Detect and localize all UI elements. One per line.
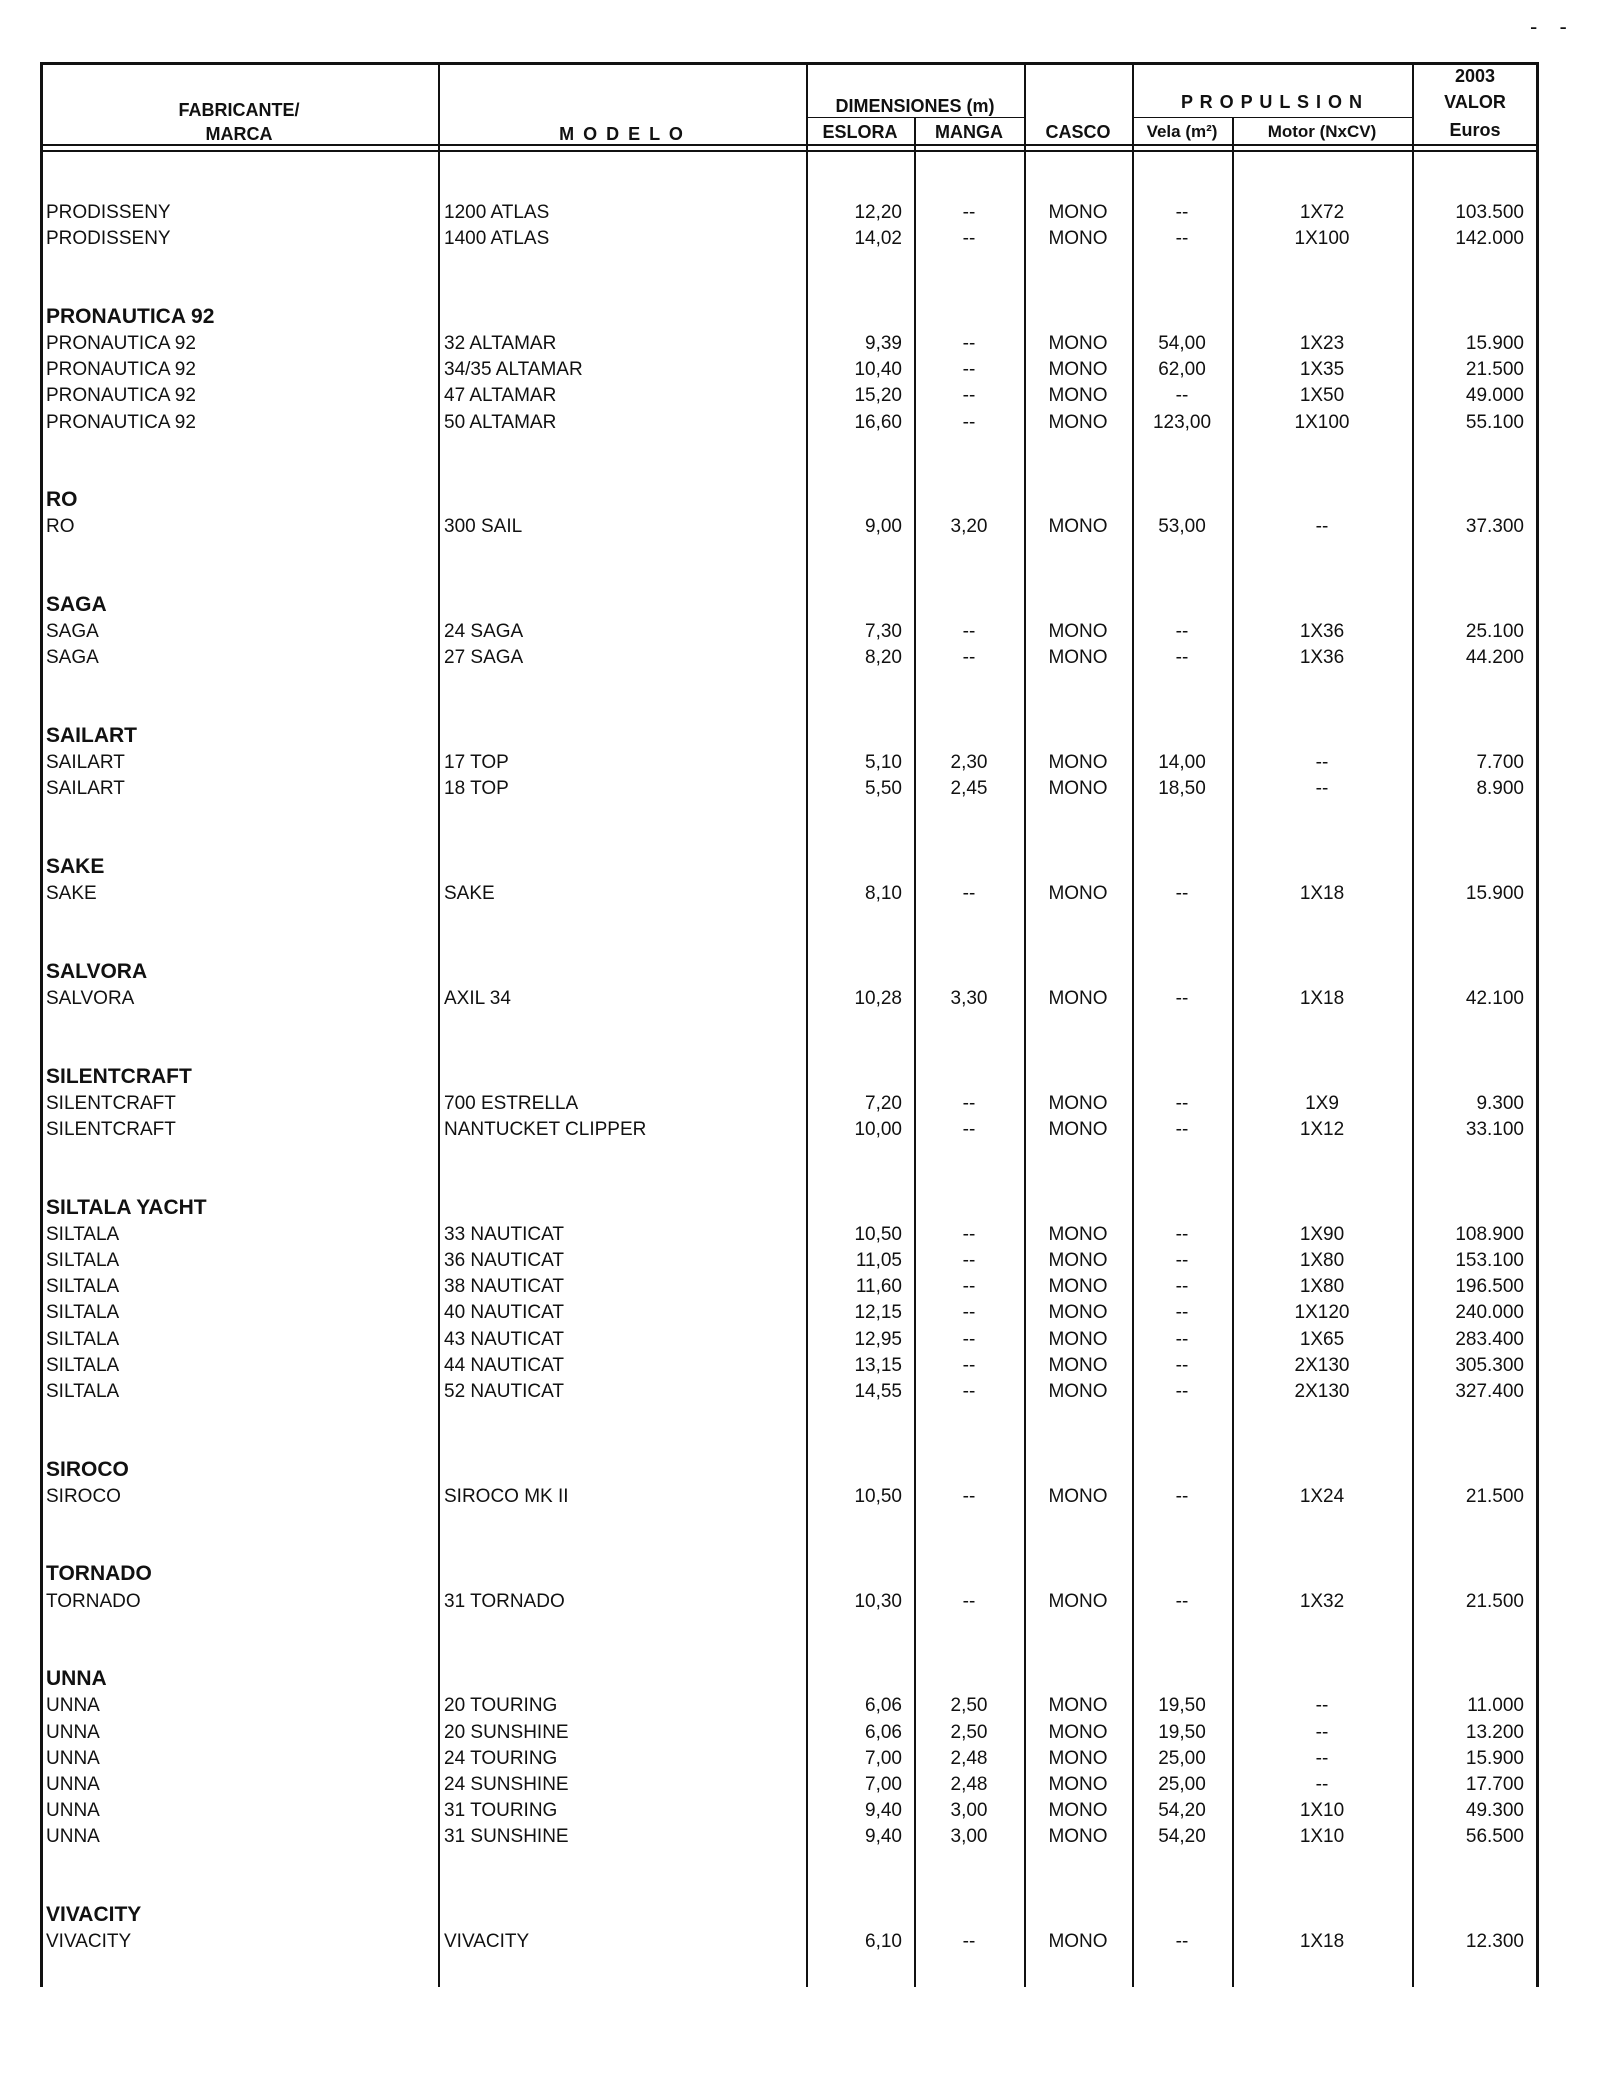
cell-motor: -- [1315, 1774, 1329, 1795]
header-fabricante: FABRICANTE/ [178, 100, 300, 120]
cell-casco: MONO [1048, 411, 1108, 433]
cell-eslora: 14,02 [854, 228, 902, 250]
cell-vela: 18,50 [1158, 778, 1206, 800]
cell-motor: 1X36 [1299, 621, 1345, 643]
cell-model: 33 NAUTICAT [444, 1223, 565, 1245]
cell-vela: 123,00 [1152, 411, 1212, 433]
cell-manga: 2,50 [950, 1721, 988, 1743]
cell-brand: SAGA [46, 647, 99, 669]
cell-manga: -- [962, 411, 976, 433]
cell-valor: 33.100 [1465, 1119, 1524, 1140]
cell-brand: SILTALA [46, 1250, 120, 1271]
cell-eslora: 14,55 [854, 1381, 902, 1402]
cell-valor: 108.900 [1455, 1223, 1524, 1245]
cell-brand: SAILART [46, 752, 125, 774]
cell-vela: -- [1175, 988, 1189, 1009]
cell-model: 50 ALTAMAR [444, 411, 557, 433]
cell-brand: SILENTCRAFT [46, 1119, 176, 1140]
cell-eslora: 8,10 [865, 883, 902, 905]
cell-eslora: 7,00 [865, 1747, 902, 1769]
header-year: 2003 [1454, 66, 1496, 86]
cell-casco: MONO [1048, 385, 1108, 407]
cell-valor: 17.700 [1465, 1774, 1524, 1795]
cell-vela: -- [1175, 1485, 1189, 1507]
cell-manga: -- [962, 647, 976, 669]
cell-casco: MONO [1048, 1590, 1108, 1612]
cell-manga: 2,50 [950, 1695, 988, 1717]
cell-eslora: 11,60 [855, 1276, 902, 1298]
cell-casco: MONO [1048, 1223, 1108, 1245]
cell-brand: PRONAUTICA 92 [46, 411, 196, 433]
cell-eslora: 12,15 [854, 1302, 902, 1324]
cell-brand: SILTALA [46, 1381, 120, 1402]
cell-motor: 1X24 [1299, 1485, 1345, 1507]
cell-brand: SAILART [46, 778, 125, 800]
cell-vela: -- [1175, 1354, 1189, 1376]
cell-casco: MONO [1048, 1354, 1108, 1376]
cell-model: NANTUCKET CLIPPER [444, 1119, 647, 1140]
cell-casco: MONO [1048, 516, 1108, 538]
cell-casco: MONO [1048, 1328, 1108, 1350]
brand-title: VIVACITY [46, 1903, 142, 1926]
cell-manga: -- [962, 1381, 976, 1402]
cell-model: 1200 ATLAS [444, 202, 550, 223]
cell-eslora: 6,06 [865, 1695, 902, 1717]
cell-model: 31 SUNSHINE [444, 1826, 569, 1848]
cell-brand: UNNA [46, 1721, 100, 1743]
cell-manga: -- [962, 883, 976, 905]
cell-eslora: 7,30 [865, 621, 902, 643]
cell-valor: 49.000 [1465, 385, 1524, 407]
cell-vela: 25,00 [1158, 1774, 1206, 1795]
cell-model: 300 SAIL [444, 516, 523, 538]
brand-title: SIROCO [46, 1457, 129, 1481]
cell-model: AXIL 34 [444, 988, 511, 1009]
cell-brand: SIROCO [46, 1485, 121, 1507]
brand-title: SAKE [46, 855, 105, 878]
cell-model: 38 NAUTICAT [444, 1276, 565, 1298]
cell-manga: -- [962, 1485, 976, 1507]
cell-model: 24 SAGA [444, 621, 524, 643]
cell-manga: 2,48 [950, 1774, 988, 1795]
cell-vela: -- [1175, 202, 1189, 223]
cell-manga: -- [962, 385, 976, 407]
cell-brand: SILTALA [46, 1328, 120, 1350]
cell-valor: 56.500 [1465, 1826, 1524, 1848]
cell-motor: 2X130 [1294, 1354, 1350, 1376]
cell-brand: SILTALA [46, 1354, 120, 1376]
cell-brand: PRONAUTICA 92 [46, 385, 196, 407]
cell-manga: -- [962, 1328, 976, 1350]
cell-casco: MONO [1048, 988, 1108, 1009]
cell-motor: 1X36 [1299, 647, 1345, 669]
header-marca: MARCA [205, 124, 273, 144]
cell-brand: UNNA [46, 1774, 100, 1795]
price-table [40, 62, 1538, 1987]
cell-casco: MONO [1048, 1250, 1108, 1271]
cell-vela: -- [1175, 1328, 1189, 1350]
cell-brand: UNNA [46, 1826, 100, 1848]
cell-brand: RO [46, 516, 75, 538]
cell-manga: -- [962, 1092, 976, 1114]
cell-casco: MONO [1048, 1092, 1108, 1114]
header-propulsion: P R O P U L S I O N [1180, 92, 1364, 112]
cell-motor: 2X130 [1294, 1381, 1350, 1402]
cell-motor: 1X32 [1299, 1590, 1345, 1612]
header-casco: CASCO [1045, 122, 1111, 142]
cell-eslora: 16,60 [854, 411, 902, 433]
cell-valor: 240.000 [1455, 1302, 1524, 1324]
header-mid-rule-propulsion [1132, 117, 1412, 118]
cell-manga: 3,00 [950, 1826, 988, 1848]
cell-manga: -- [962, 1223, 976, 1245]
cell-casco: MONO [1048, 621, 1108, 643]
brand-title: SILTALA YACHT [46, 1195, 207, 1219]
cell-brand: SAGA [46, 621, 99, 643]
cell-manga: 3,30 [950, 988, 988, 1009]
cell-motor: 1X120 [1294, 1302, 1350, 1324]
cell-valor: 42.100 [1465, 988, 1524, 1009]
brand-title: SAILART [46, 724, 137, 747]
cell-vela: 54,20 [1158, 1800, 1206, 1822]
cell-brand: UNNA [46, 1695, 100, 1717]
cell-vela: -- [1175, 1119, 1189, 1140]
table-top-rule [40, 62, 1538, 65]
cell-eslora: 10,50 [854, 1223, 902, 1245]
brand-title: PRONAUTICA 92 [46, 304, 215, 328]
cell-casco: MONO [1048, 1931, 1108, 1953]
cell-eslora: 10,28 [854, 988, 902, 1009]
cell-motor: -- [1315, 1721, 1329, 1743]
cell-motor: 1X50 [1299, 385, 1345, 407]
cell-motor: 1X35 [1299, 359, 1345, 381]
cell-valor: 196.500 [1455, 1276, 1524, 1298]
cell-eslora: 7,20 [865, 1092, 902, 1114]
cell-vela: -- [1175, 1250, 1189, 1271]
cell-casco: MONO [1048, 1695, 1108, 1717]
cell-eslora: 5,10 [865, 752, 902, 774]
cell-eslora: 10,30 [854, 1590, 902, 1612]
cell-motor: 1X10 [1299, 1800, 1345, 1822]
cell-brand: PRONAUTICA 92 [46, 359, 196, 381]
cell-valor: 103.500 [1455, 202, 1524, 223]
brand-title: UNNA [46, 1667, 107, 1691]
cell-vela: 53,00 [1158, 516, 1206, 538]
cell-valor: 49.300 [1465, 1800, 1524, 1822]
cell-casco: MONO [1048, 359, 1108, 381]
cell-eslora: 7,00 [865, 1774, 902, 1795]
cell-motor: -- [1315, 516, 1329, 538]
cell-model: 31 TOURING [444, 1800, 558, 1822]
cell-model: 34/35 ALTAMAR [444, 359, 583, 381]
cell-brand: PRODISSENY [46, 228, 171, 250]
cell-model: 700 ESTRELLA [444, 1092, 579, 1114]
cell-brand: VIVACITY [46, 1931, 132, 1953]
cell-casco: MONO [1048, 778, 1108, 800]
cell-valor: 8.900 [1476, 778, 1524, 800]
cell-valor: 15.900 [1465, 1747, 1524, 1769]
cell-vela: -- [1175, 1590, 1189, 1612]
cell-casco: MONO [1048, 1721, 1108, 1743]
cell-manga: -- [962, 359, 976, 381]
cell-model: 24 TOURING [444, 1747, 558, 1769]
cell-manga: 3,00 [950, 1800, 988, 1822]
cell-valor: 327.400 [1455, 1381, 1524, 1402]
cell-manga: -- [962, 621, 976, 643]
cell-model: 32 ALTAMAR [444, 333, 557, 354]
cell-motor: 1X18 [1299, 883, 1345, 905]
cell-manga: 3,20 [950, 516, 988, 538]
cell-valor: 12.300 [1465, 1931, 1524, 1953]
cell-model: 20 TOURING [444, 1695, 558, 1717]
cell-manga: -- [962, 1276, 976, 1298]
cell-casco: MONO [1048, 883, 1108, 905]
cell-manga: 2,48 [950, 1747, 988, 1769]
cell-valor: 283.400 [1455, 1328, 1524, 1350]
cell-eslora: 10,50 [854, 1485, 902, 1507]
cell-casco: MONO [1048, 333, 1108, 354]
cell-eslora: 6,06 [865, 1721, 902, 1743]
cell-valor: 37.300 [1465, 516, 1524, 538]
cell-vela: -- [1175, 621, 1189, 643]
cell-model: 44 NAUTICAT [444, 1354, 565, 1376]
brand-title: TORNADO [46, 1562, 152, 1586]
cell-valor: 13.200 [1465, 1721, 1524, 1743]
cell-model: 47 ALTAMAR [444, 385, 557, 407]
cell-eslora: 9,39 [865, 333, 902, 354]
cell-model: VIVACITY [444, 1931, 530, 1953]
cell-vela: -- [1175, 1276, 1189, 1298]
cell-motor: 1X23 [1299, 333, 1345, 354]
cell-casco: MONO [1048, 1485, 1108, 1507]
cell-manga: -- [962, 1302, 976, 1324]
cell-eslora: 9,00 [865, 516, 902, 538]
cell-manga: -- [962, 228, 976, 250]
cell-eslora: 12,20 [854, 202, 902, 223]
cell-model: 20 SUNSHINE [444, 1721, 569, 1743]
cell-eslora: 12,95 [854, 1328, 902, 1350]
cell-brand: SILTALA [46, 1276, 120, 1298]
cell-valor: 15.900 [1465, 883, 1524, 905]
col-line-right [1536, 62, 1539, 1987]
cell-vela: 62,00 [1158, 359, 1206, 381]
cell-valor: 21.500 [1465, 1590, 1524, 1612]
cell-model: SIROCO MK II [444, 1485, 569, 1507]
cell-casco: MONO [1048, 1774, 1108, 1795]
header-valor: VALOR [1444, 92, 1506, 112]
header-eslora: ESLORA [822, 122, 898, 142]
header-euros: Euros [1449, 120, 1501, 140]
cell-model: 36 NAUTICAT [444, 1250, 565, 1271]
cell-valor: 11.000 [1467, 1695, 1524, 1717]
col-line-left [40, 62, 43, 1987]
cell-vela: -- [1175, 228, 1189, 250]
cell-valor: 44.200 [1465, 647, 1524, 669]
cell-model: SAKE [444, 883, 495, 905]
cell-manga: -- [962, 1354, 976, 1376]
cell-vela: -- [1175, 1381, 1189, 1402]
cell-eslora: 11,05 [855, 1250, 902, 1271]
brand-title: SILENTCRAFT [46, 1064, 192, 1088]
cell-brand: UNNA [46, 1747, 100, 1769]
cell-motor: 1X10 [1299, 1826, 1345, 1848]
cell-vela: 19,50 [1158, 1695, 1206, 1717]
brand-title: SAGA [46, 593, 107, 616]
cell-motor: 1X9 [1305, 1092, 1339, 1114]
cell-motor: -- [1315, 752, 1329, 774]
corner-mark: - - [1530, 14, 1575, 39]
cell-brand: PRODISSENY [46, 202, 171, 223]
cell-brand: SILENTCRAFT [46, 1092, 176, 1114]
header-motor: Motor (NxCV) [1267, 122, 1377, 141]
cell-motor: 1X18 [1299, 1931, 1345, 1953]
cell-brand: SALVORA [46, 988, 135, 1009]
cell-casco: MONO [1048, 228, 1108, 250]
cell-eslora: 9,40 [865, 1826, 902, 1848]
cell-vela: -- [1175, 647, 1189, 669]
cell-vela: 54,20 [1158, 1826, 1206, 1848]
cell-eslora: 15,20 [854, 385, 902, 407]
cell-valor: 55.100 [1465, 411, 1524, 433]
cell-brand: SILTALA [46, 1223, 120, 1245]
header-manga: MANGA [935, 122, 1003, 142]
cell-valor: 21.500 [1465, 1485, 1524, 1507]
cell-model: 31 TORNADO [444, 1590, 565, 1612]
col-line-modelo [438, 62, 440, 1987]
cell-model: 43 NAUTICAT [444, 1328, 565, 1350]
cell-motor: -- [1315, 1747, 1329, 1769]
cell-casco: MONO [1048, 202, 1108, 223]
cell-vela: -- [1175, 1223, 1189, 1245]
cell-manga: -- [962, 333, 976, 354]
cell-vela: -- [1175, 1302, 1189, 1324]
cell-model: 17 TOP [444, 752, 509, 774]
cell-vela: 54,00 [1158, 333, 1206, 354]
cell-model: 24 SUNSHINE [444, 1774, 569, 1795]
cell-eslora: 13,15 [854, 1354, 902, 1376]
cell-brand: SILTALA [46, 1302, 120, 1324]
cell-motor: 1X90 [1299, 1223, 1345, 1245]
cell-model: 1400 ATLAS [444, 228, 550, 250]
cell-manga: -- [962, 1119, 976, 1140]
cell-vela: -- [1175, 1931, 1189, 1953]
brand-title: SALVORA [46, 959, 148, 983]
header-bottom-rule-2 [40, 150, 1538, 152]
cell-brand: PRONAUTICA 92 [46, 333, 196, 354]
cell-vela: -- [1175, 883, 1189, 905]
cell-motor: 1X80 [1299, 1250, 1345, 1271]
cell-casco: MONO [1048, 1119, 1108, 1140]
cell-eslora: 6,10 [865, 1931, 902, 1953]
header-dimensiones: DIMENSIONES (m) [835, 96, 995, 116]
cell-vela: 25,00 [1158, 1747, 1206, 1769]
cell-brand: TORNADO [46, 1590, 141, 1612]
cell-casco: MONO [1048, 1826, 1108, 1848]
cell-manga: -- [962, 1250, 976, 1271]
header-bottom-rule [40, 144, 1538, 146]
header-modelo: M O D E L O [559, 124, 685, 144]
cell-manga: -- [962, 202, 976, 223]
cell-manga: 2,45 [950, 778, 988, 800]
cell-model: 18 TOP [444, 778, 509, 800]
cell-brand: SAKE [46, 883, 97, 905]
cell-brand: UNNA [46, 1800, 100, 1822]
cell-manga: 2,30 [950, 752, 988, 774]
cell-manga: -- [962, 1931, 976, 1953]
cell-casco: MONO [1048, 1302, 1108, 1324]
cell-motor: 1X80 [1299, 1276, 1345, 1298]
cell-model: 40 NAUTICAT [444, 1302, 565, 1324]
cell-valor: 25.100 [1465, 621, 1524, 643]
cell-manga: -- [962, 1590, 976, 1612]
cell-eslora: 5,50 [865, 778, 902, 800]
cell-motor: -- [1315, 1695, 1329, 1717]
cell-casco: MONO [1048, 752, 1108, 774]
cell-valor: 21.500 [1465, 359, 1524, 381]
cell-vela: 19,50 [1158, 1721, 1206, 1743]
cell-motor: 1X72 [1299, 202, 1345, 223]
cell-valor: 15.900 [1465, 333, 1524, 354]
cell-valor: 305.300 [1455, 1354, 1524, 1376]
header-vela: Vela (m²) [1146, 122, 1218, 141]
cell-model: 52 NAUTICAT [444, 1381, 565, 1402]
cell-eslora: 9,40 [865, 1800, 902, 1822]
cell-motor: -- [1315, 778, 1329, 800]
brand-title: RO [46, 488, 78, 512]
cell-eslora: 10,40 [854, 359, 902, 381]
cell-model: 27 SAGA [444, 647, 524, 669]
cell-vela: -- [1175, 1092, 1189, 1114]
cell-eslora: 10,00 [854, 1119, 902, 1140]
cell-casco: MONO [1048, 1276, 1108, 1298]
cell-eslora: 8,20 [865, 647, 902, 669]
cell-vela: 14,00 [1158, 752, 1206, 774]
cell-vela: -- [1175, 385, 1189, 407]
cell-valor: 7.700 [1476, 752, 1524, 774]
cell-casco: MONO [1048, 647, 1108, 669]
cell-casco: MONO [1048, 1747, 1108, 1769]
cell-motor: 1X18 [1299, 988, 1345, 1009]
cell-motor: 1X100 [1294, 411, 1350, 433]
cell-casco: MONO [1048, 1381, 1108, 1402]
cell-valor: 142.000 [1455, 228, 1524, 250]
cell-motor: 1X100 [1294, 228, 1350, 250]
cell-motor: 1X65 [1299, 1328, 1345, 1350]
cell-valor: 153.100 [1455, 1250, 1524, 1271]
cell-casco: MONO [1048, 1800, 1108, 1822]
cell-motor: 1X12 [1299, 1119, 1345, 1140]
cell-valor: 9.300 [1476, 1092, 1524, 1114]
